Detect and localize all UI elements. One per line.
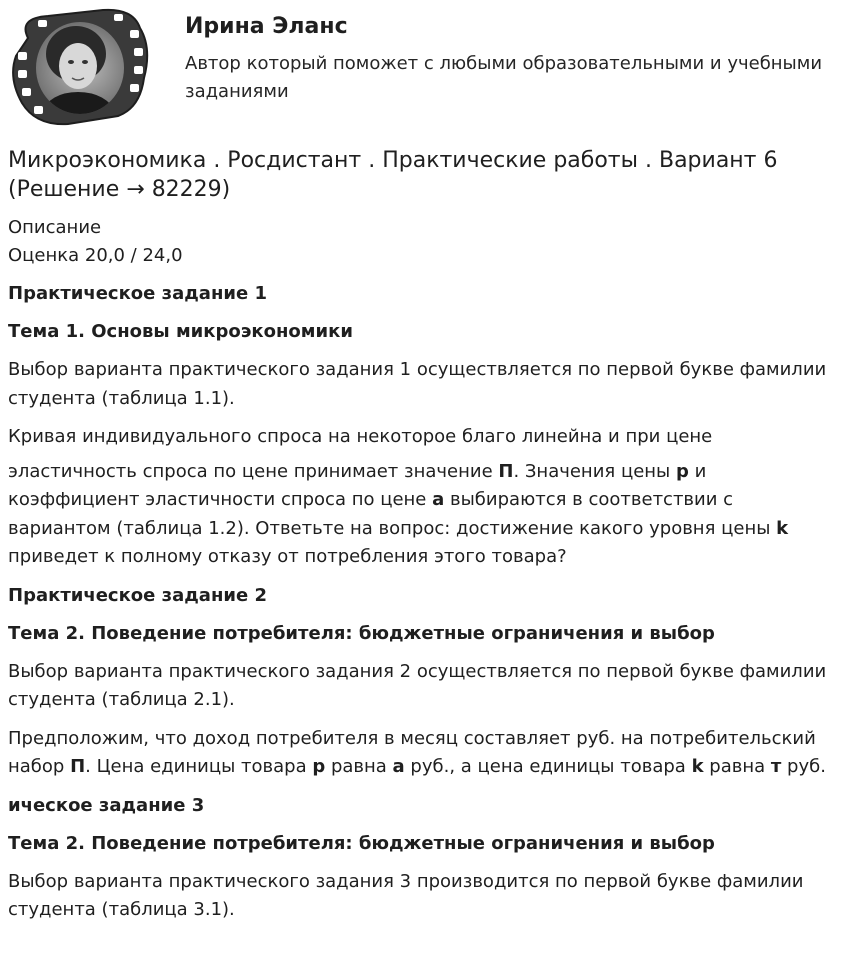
text-run: . Значения цены <box>513 460 676 482</box>
text-run: и коэффициент эластичности спроса по цене <box>8 460 707 510</box>
task2-heading: Практическое задание 2 <box>8 584 267 606</box>
symbol-t: т <box>770 756 782 777</box>
text-run: равна <box>703 756 771 777</box>
task1-heading: Практическое задание 1 <box>8 283 267 304</box>
task3-topic: Тема 2. Поведение потребителя: бюджетные ограничения и выбор <box>8 832 715 854</box>
task3-heading: ическое задание 3 <box>8 794 205 816</box>
text-run: равна <box>325 756 393 777</box>
author-avatar[interactable] <box>8 8 152 126</box>
symbol-a: a <box>392 756 405 777</box>
author-name[interactable]: Ирина Эланс <box>185 14 348 39</box>
task1-paragraph-1: Выбор варианта практического задания 1 осуществляется по первой букве фамилии студента (таблица 1.1). <box>8 359 827 409</box>
symbol-p-cap: П <box>498 460 514 482</box>
symbol-p-cap: П <box>70 756 86 777</box>
work-content <box>8 146 838 935</box>
symbol-p: p <box>675 460 689 482</box>
symbol-p: p <box>312 756 326 777</box>
text-run: руб. <box>781 756 826 777</box>
text-run: Предположим, что доход потребителя в месяц составляет руб. на потребительский набор <box>8 727 816 777</box>
author-description: Автор который поможет с любыми образовательными и учебными заданиями <box>185 53 823 102</box>
text-run: приведет к полному отказу от потребления этого товара? <box>8 546 567 567</box>
task1-topic: Тема 1. Основы микроэкономики <box>8 321 353 342</box>
task2-topic: Тема 2. Поведение потребителя: бюджетные ограничения и выбор <box>8 622 715 644</box>
task1-paragraph-3 <box>8 458 838 572</box>
symbol-k: k <box>691 756 704 777</box>
author-card <box>8 8 838 128</box>
grade-text: Оценка 20,0 / 24,0 <box>8 245 183 266</box>
task1-paragraph-2: Кривая индивидуального спроса на некоторое благо линейна и при цене <box>8 426 713 447</box>
text-run: выбираются в соответствии с вариантом (таблица 1.2). Ответьте на вопрос: достижение какого уровня цены <box>8 489 777 539</box>
description-label: Описание <box>8 217 102 238</box>
text-run: . Цена единицы товара <box>85 756 313 777</box>
symbol-a: a <box>432 489 445 510</box>
task2-paragraph-2 <box>8 725 838 782</box>
task2-paragraph-1: Выбор варианта практического задания 2 осуществляется по первой букве фамилии студента (таблица 2.1). <box>8 660 827 710</box>
symbol-k: k <box>776 517 789 539</box>
task3-paragraph-1: Выбор варианта практического задания 3 производится по первой букве фамилии студента (таблица 3.1). <box>8 870 804 920</box>
text-run: руб., а цена единицы товара <box>404 756 692 777</box>
text-run: эластичность спроса по цене принимает значение <box>8 460 499 482</box>
page-title: Микроэкономика . Росдистант . Практические работы . Вариант 6 (Решение → 82229) <box>8 148 778 202</box>
